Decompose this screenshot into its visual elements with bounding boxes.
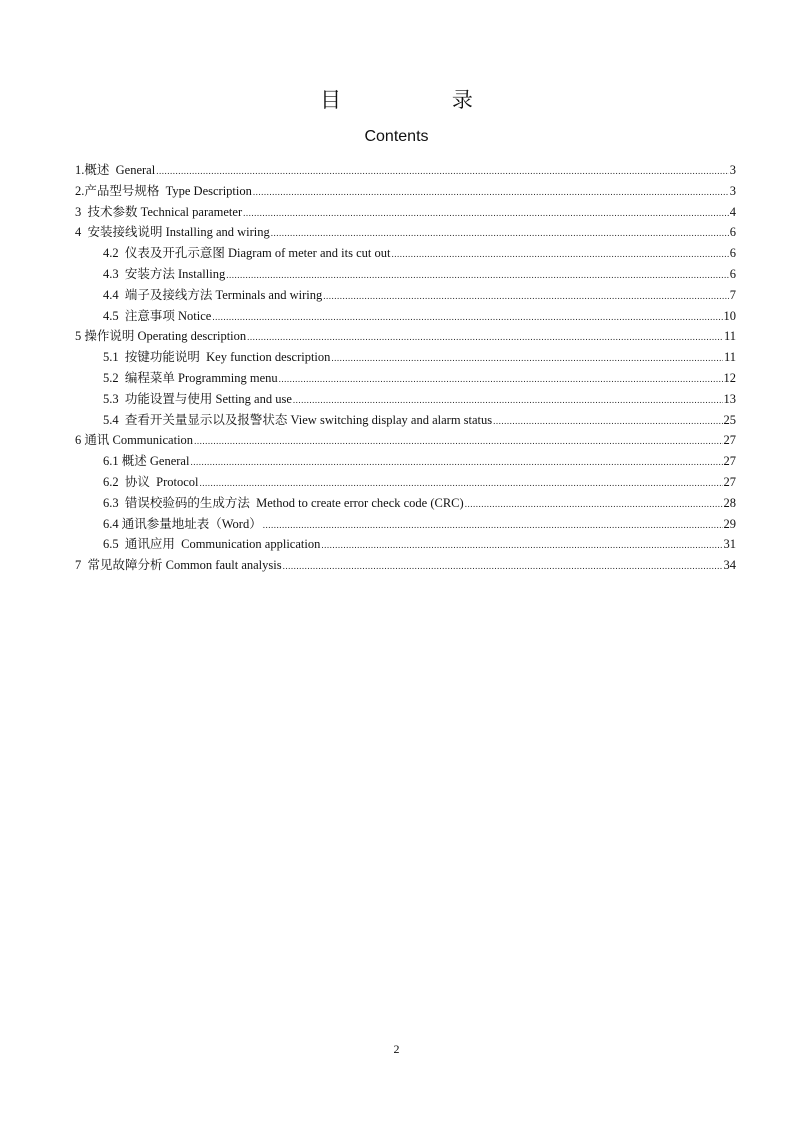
toc-entry-label: 4.3 安装方法 Installing	[103, 266, 226, 281]
toc-leader-dots	[321, 535, 722, 556]
toc-leader-dots	[391, 244, 728, 265]
toc-entry[interactable]	[75, 389, 736, 410]
toc-entry-page: 6	[729, 246, 736, 261]
toc-entry-label: 4.2 仪表及开孔示意图 Diagram of meter and its cut out	[103, 246, 391, 261]
toc-entry-label: 6.5 通讯应用 Communication application	[103, 537, 321, 552]
toc-entry-page: 3	[729, 183, 736, 198]
toc-entry-page: 28	[723, 495, 736, 510]
toc-entry[interactable]	[75, 222, 736, 243]
toc-entry[interactable]	[75, 451, 736, 472]
toc-leader-dots	[226, 265, 729, 286]
toc-entry-page: 31	[723, 537, 736, 552]
toc-entry-page: 3	[729, 163, 736, 177]
toc-leader-dots	[190, 452, 722, 473]
toc-entry-page: 4	[729, 204, 736, 219]
toc-entry-label: 6 通讯 Communication	[75, 433, 194, 448]
toc-leader-dots	[263, 515, 723, 536]
toc-entry-page: 7	[729, 287, 736, 302]
toc-leader-dots	[253, 182, 729, 203]
toc-entry-label: 4.5 注意事项 Notice	[103, 308, 212, 323]
toc-entry[interactable]	[75, 202, 736, 223]
toc-leader-dots	[283, 556, 723, 577]
page-number: 2	[393, 1042, 400, 1056]
toc-leader-dots	[243, 203, 729, 224]
toc-leader-dots	[323, 286, 729, 307]
toc-leader-dots	[156, 161, 729, 182]
table-of-contents	[75, 160, 736, 576]
toc-entry[interactable]	[75, 368, 736, 389]
toc-entry-page: 27	[723, 433, 736, 448]
toc-entry-label: 5 操作说明 Operating description	[75, 329, 247, 344]
toc-entry-page: 34	[723, 558, 736, 573]
toc-entry[interactable]	[75, 472, 736, 493]
toc-entry[interactable]	[75, 514, 736, 535]
toc-entry[interactable]	[75, 555, 736, 576]
toc-entry-page: 6	[729, 225, 736, 240]
toc-entry[interactable]	[75, 410, 736, 431]
toc-entry-page: 27	[723, 454, 736, 469]
toc-entry[interactable]	[75, 243, 736, 264]
toc-leader-dots	[271, 223, 729, 244]
toc-entry-label: 5.3 功能设置与使用 Setting and use	[103, 391, 292, 406]
toc-leader-dots	[199, 473, 722, 494]
toc-leader-dots	[465, 494, 723, 515]
toc-entry-label: 5.2 编程菜单 Programming menu	[103, 370, 278, 385]
toc-entry[interactable]	[75, 326, 736, 347]
toc-entry-label: 2.产品型号规格 Type Description	[75, 183, 252, 198]
toc-entry-page: 11	[723, 350, 736, 365]
toc-entry[interactable]	[75, 306, 736, 327]
toc-entry-page: 29	[723, 516, 736, 531]
toc-leader-dots	[194, 431, 722, 452]
toc-leader-dots	[493, 411, 722, 432]
toc-entry-label: 6.4 通讯参量地址表（Word）	[103, 516, 262, 531]
toc-entry[interactable]	[75, 160, 736, 181]
toc-leader-dots	[293, 390, 723, 411]
toc-entry-label: 6.3 错误校验码的生成方法 Method to create error check code (CRC)	[103, 495, 464, 510]
toc-entry-label: 5.1 按键功能说明 Key function description	[103, 350, 331, 365]
toc-leader-dots	[279, 369, 723, 390]
toc-entry[interactable]	[75, 285, 736, 306]
toc-leader-dots	[247, 327, 723, 348]
toc-entry-page: 11	[723, 329, 736, 344]
toc-entry[interactable]	[75, 264, 736, 285]
toc-entry[interactable]	[75, 534, 736, 555]
toc-entry-page: 12	[723, 370, 736, 385]
toc-entry-page: 6	[729, 266, 736, 281]
toc-entry-label: 4 安装接线说明 Installing and wiring	[75, 225, 270, 240]
toc-entry[interactable]	[75, 181, 736, 202]
toc-entry[interactable]	[75, 430, 736, 451]
toc-entry-label: 3 技术参数 Technical parameter	[75, 204, 243, 219]
toc-entry-page: 27	[723, 474, 736, 489]
toc-leader-dots	[212, 307, 722, 328]
toc-entry-label: 6.2 协议 Protocol	[103, 474, 199, 489]
toc-entry-page: 10	[723, 308, 736, 323]
page-title: 目 录	[320, 88, 525, 112]
toc-leader-dots	[331, 348, 723, 369]
toc-entry-label: 7 常见故障分析 Common fault analysis	[75, 558, 282, 573]
toc-entry-label: 4.4 端子及接线方法 Terminals and wiring	[103, 287, 323, 302]
page-subtitle: Contents	[364, 128, 429, 145]
toc-entry-label: 1.概述 General	[75, 163, 156, 177]
toc-entry-page: 25	[723, 412, 736, 427]
toc-entry[interactable]	[75, 493, 736, 514]
toc-entry-label: 6.1 概述 General	[103, 454, 190, 469]
toc-entry-page: 13	[723, 391, 736, 406]
toc-entry-label: 5.4 查看开关量显示以及报警状态 View switching display and alarm status	[103, 412, 493, 427]
toc-entry[interactable]	[75, 347, 736, 368]
